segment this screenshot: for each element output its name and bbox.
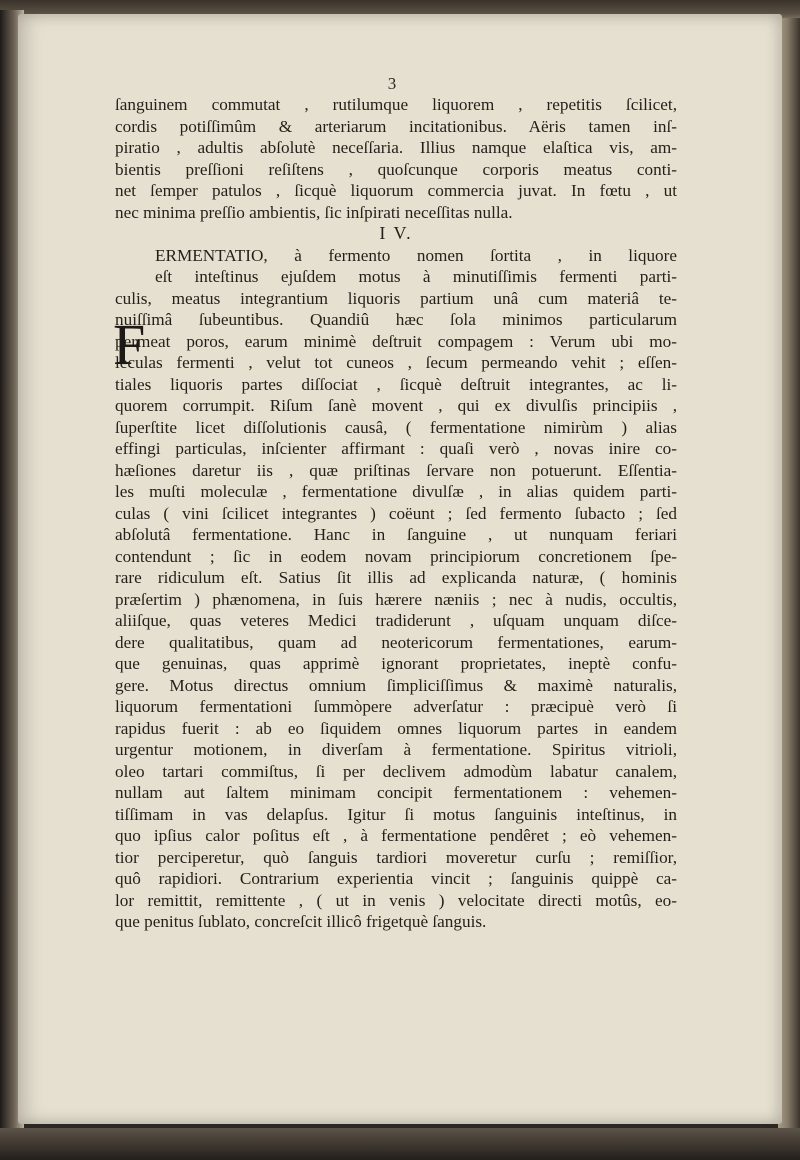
paragraph-main — [115, 245, 677, 933]
text-line: gere. Motus directus omnium ſimpliciſſimus & maximè naturalis, — [115, 675, 677, 695]
text-line: nec minima preſſio ambientis, ſic inſpirati neceſſitas nulla. — [115, 202, 513, 222]
book-bottom-edge — [0, 1128, 800, 1160]
text-line: leculas fermenti , velut tot cuneos , ſecum permeando vehit ; eſſen- — [115, 353, 677, 372]
text-line: aliiſque, quas veteres Medici tradiderunt , uſquam unquam diſce- — [115, 611, 677, 630]
text-line: tior perciperetur, quò ſanguis tardiori moveretur curſu ; remiſſior, — [115, 847, 677, 867]
text-line: les muſti moleculæ , fermentatione divulſæ , in alias quidem parti- — [115, 482, 677, 501]
text-line: net ſemper patulos , ſicquè liquorum commercia juvat. In fœtu , ut — [115, 181, 677, 200]
text-line: culis, meatus integrantium liquoris partium unâ cum materiâ te- — [115, 288, 677, 308]
text-line: bientis preſſioni reſiſtens , quoſcunque corporis meatus conti- — [115, 159, 677, 179]
text-line: abſolutâ fermentatione. Hanc in ſanguine , ut nunquam feriari — [115, 525, 677, 544]
text-line: que penitus ſublato, concreſcit illicô frigetquè ſanguis. — [115, 912, 487, 931]
text-line: dere qualitatibus, quam ad neotericorum fermentationes, earum- — [115, 632, 677, 652]
page-number: 3 — [387, 74, 397, 93]
text-line: eſt inteſtinus ejuſdem motus à minutiſſimis fermenti parti- — [155, 267, 677, 286]
paragraph-before — [115, 94, 677, 223]
text-line: quo ipſius calor poſitus eſt , à fermentatione pendêret ; eò vehemen- — [115, 826, 677, 845]
text-line: effingi particulas, inſcienter affirmant : quaſi verò , novas inire co- — [115, 439, 677, 458]
text-line: lor remittit, remittente , ( ut in venis ) velocitate directi motûs, eo- — [115, 890, 677, 910]
drop-cap: F — [113, 312, 146, 377]
text-line: rapidus fuerit : ab eo ſiquidem omnes liquorum partes in eandem — [115, 718, 677, 738]
book-page — [18, 14, 782, 1124]
text-line: urgentur motionem, in diverſam à fermentatione. Spiritus vitrioli, — [115, 740, 677, 759]
text-line: hæſiones daretur iis , quæ priſtinas ſervare non potuerunt. Eſſentia- — [115, 460, 677, 480]
text-line: præſertim ) phænomena, in ſuis hærere næniis ; nec à nudis, occultis, — [115, 589, 677, 609]
text-line: ſanguinem commutat , rutilumque liquorem , repetitis ſcilicet, — [115, 95, 677, 114]
text-line: permeat poros, earum minimè deſtruit compagem : Verum ubi mo- — [115, 331, 677, 351]
text-line: quorem corrumpit. Riſum ſanè movent , qui ex divulſis principiis , — [115, 396, 677, 415]
text-line: ERMENTATIO, à fermento nomen ſortita , in liquore — [155, 245, 677, 265]
text-line: cordis potiſſimûm & arteriarum incitationibus. Aëris tamen inſ- — [115, 116, 677, 136]
text-line: quô rapidiori. Contrarium experientia vincit ; ſanguinis quippè ca- — [115, 869, 677, 888]
text-line: nuiſſimâ ſubeuntibus. Quandiû hæc ſola minimos particularum — [115, 310, 677, 329]
section-heading: I V. — [379, 223, 413, 243]
text-line: tiſſimam in vas delapſus. Igitur ſi motus ſanguinis inteſtinus, in — [115, 804, 677, 824]
text-line: liquorum fermentationi ſummòpere adverſatur : præcipuè verò ſi — [115, 697, 677, 716]
text-line: oleo tartari commiſtus, ſi per declivem admodùm labatur canalem, — [115, 761, 677, 781]
text-line: que genuinas, quas apprimè ignorant proprietates, ineptè confu- — [115, 654, 677, 673]
text-line: piratio , adultis abſolutè neceſſaria. Illius namque elaſtica vis, am- — [115, 138, 677, 157]
text-line: rare ridiculum eſt. Satius ſit illis ad explicanda naturæ, ( hominis — [115, 568, 677, 587]
text-line: ſuperſtite licet diſſolutionis causâ, ( fermentatione nimirùm ) alias — [115, 417, 677, 437]
text-block — [115, 94, 677, 933]
text-line: nullam aut ſaltem minimam concipit fermentationem : vehemen- — [115, 783, 677, 802]
text-line: tiales liquoris partes diſſociat , ſicquè deſtruit integrantes, ac li- — [115, 374, 677, 394]
text-line: culas ( vini ſcilicet integrantes ) coëunt ; ſed fermento ſubacto ; ſed — [115, 503, 677, 523]
text-line: contendunt ; ſic in eodem novam principiorum concretionem ſpe- — [115, 546, 677, 566]
